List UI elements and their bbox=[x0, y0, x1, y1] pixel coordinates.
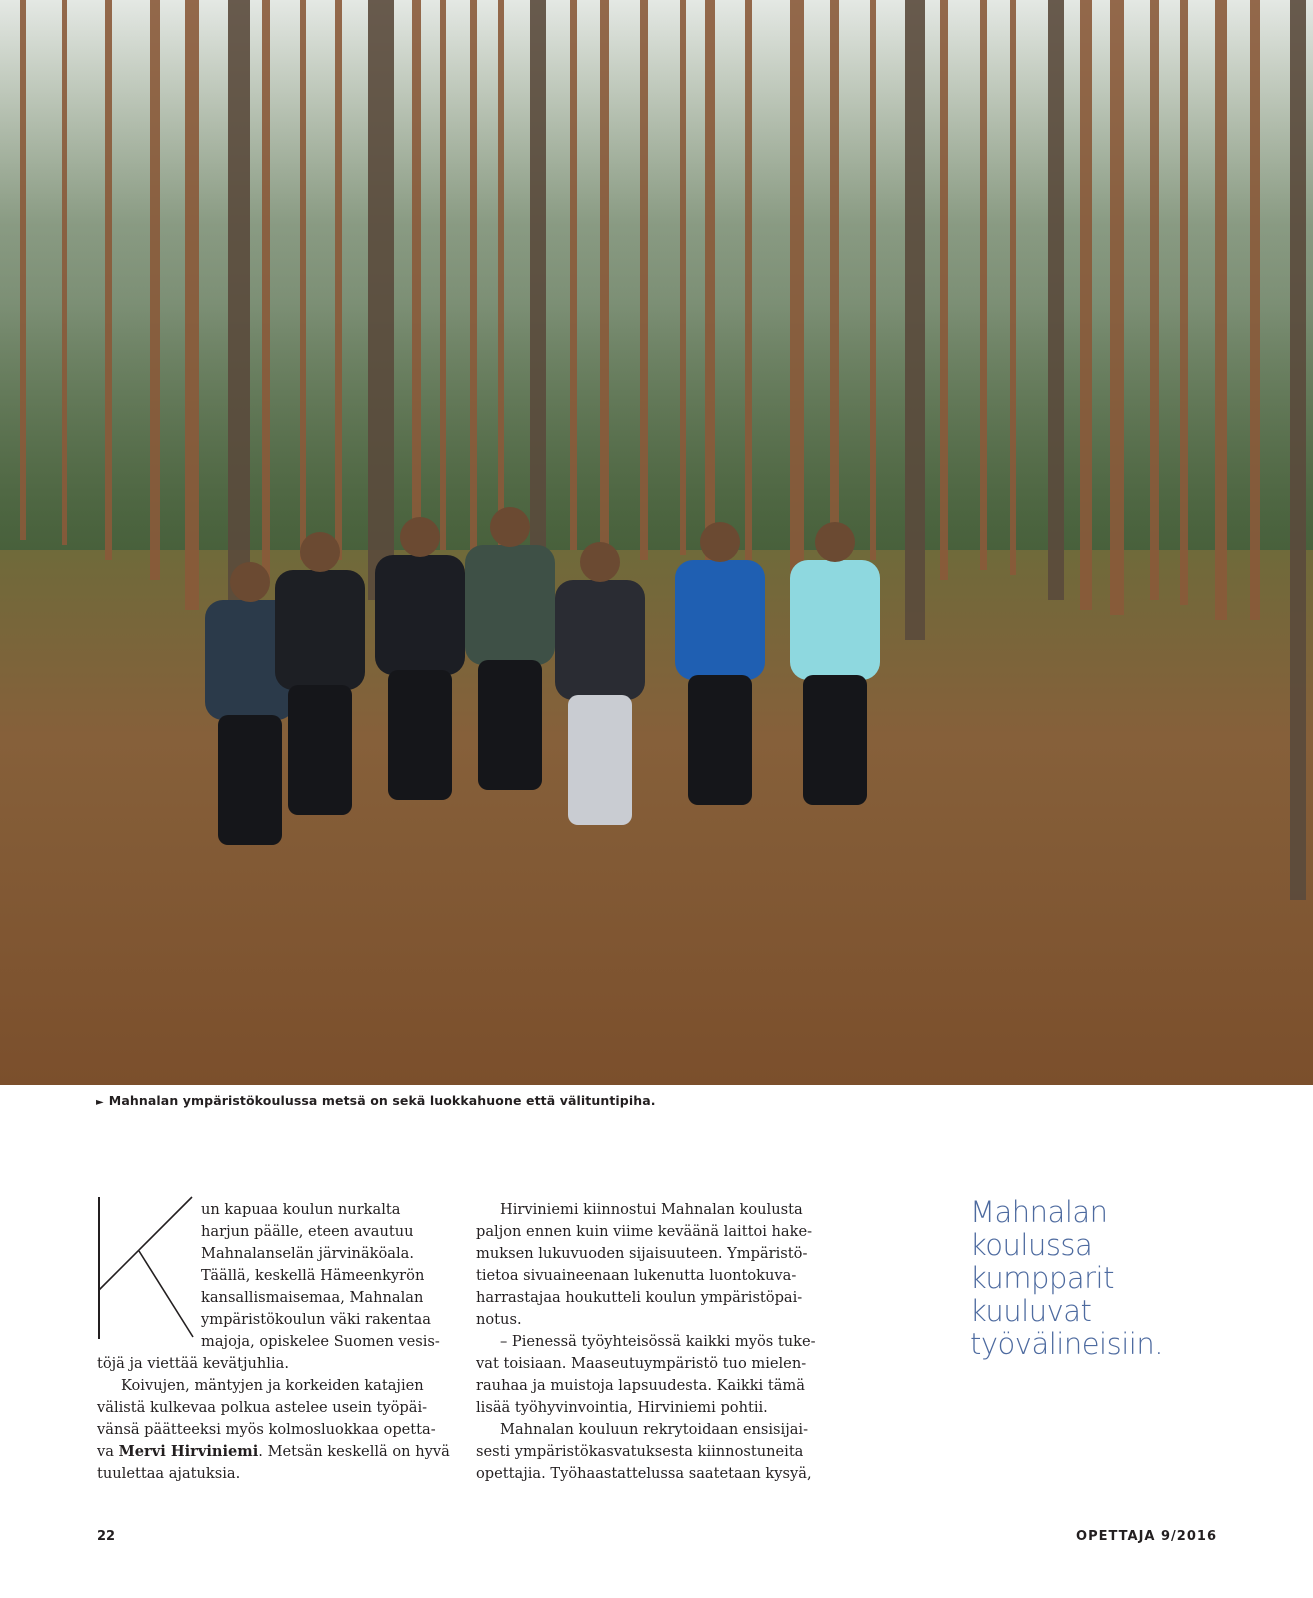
text-line: muksen lukuvuoden sijaisuuteen. Ympäristö- bbox=[476, 1245, 808, 1262]
tree-trunk bbox=[905, 0, 925, 640]
text-line: notus. bbox=[476, 1311, 522, 1328]
tree-trunk bbox=[570, 0, 577, 550]
article-column-1 bbox=[97, 1199, 449, 1485]
tree-trunk bbox=[498, 0, 504, 550]
tree-trunk bbox=[745, 0, 752, 560]
pull-quote-line: työvälineisiin. bbox=[970, 1327, 1163, 1361]
pull-quote-line: kumpparit bbox=[970, 1261, 1114, 1295]
tree-trunk bbox=[530, 0, 546, 560]
tree-trunk bbox=[790, 0, 804, 580]
caption-text: Mahnalan ympäristökoulussa metsä on sekä luokkahuone että välituntipiha. bbox=[108, 1093, 656, 1108]
text-line: Hirviniemi kiinnostui Mahnalan koulusta bbox=[500, 1201, 803, 1218]
tree-trunk bbox=[1290, 0, 1306, 900]
text-fragment: . Metsän keskellä on hyvä bbox=[258, 1443, 450, 1460]
paragraph-2 bbox=[97, 1375, 449, 1485]
child-head bbox=[580, 542, 620, 582]
tree-trunk bbox=[62, 0, 67, 545]
tree-trunk bbox=[262, 0, 270, 580]
child-head bbox=[400, 517, 440, 557]
tree-trunk bbox=[1180, 0, 1188, 605]
tree-trunk bbox=[830, 0, 839, 570]
text-line: majoja, opiskelee Suomen vesis- bbox=[201, 1333, 440, 1350]
tree-trunk bbox=[412, 0, 421, 560]
pull-quote bbox=[970, 1196, 1230, 1361]
tree-trunk bbox=[1048, 0, 1064, 600]
text-line: Mahnalan kouluun rekrytoidaan ensisijai- bbox=[500, 1421, 809, 1438]
text-line: töjä ja viettää kevätjuhlia. bbox=[97, 1355, 289, 1372]
child-jacket bbox=[675, 560, 765, 680]
text-line: opettajia. Työhaastattelussa saatetaan kysyä, bbox=[476, 1465, 812, 1482]
child-legs bbox=[388, 670, 452, 800]
child-head bbox=[815, 522, 855, 562]
child-legs bbox=[288, 685, 352, 815]
pull-quote-line: koulussa bbox=[970, 1228, 1093, 1262]
tree-trunk bbox=[105, 0, 112, 560]
text-line: un kapuaa koulun nurkalta bbox=[201, 1201, 401, 1218]
child-head bbox=[300, 532, 340, 572]
text-line: tietoa sivuaineenaan lukenutta luontokuva- bbox=[476, 1267, 797, 1284]
child-head bbox=[700, 522, 740, 562]
tree-trunk bbox=[980, 0, 987, 570]
forest-floor bbox=[0, 550, 1313, 1085]
text-line: Mahnalanselän järvinäköala. bbox=[201, 1245, 414, 1262]
tree-trunk bbox=[1080, 0, 1092, 610]
article-column-2 bbox=[476, 1199, 828, 1485]
tree-trunk bbox=[640, 0, 648, 560]
text-line: harjun päälle, eteen avautuu bbox=[201, 1223, 414, 1240]
tree-trunk bbox=[20, 0, 26, 540]
child-legs bbox=[688, 675, 752, 805]
text-line: paljon ennen kuin viime keväänä laittoi hake- bbox=[476, 1223, 813, 1240]
tree-trunk bbox=[228, 0, 250, 640]
tree-trunk bbox=[680, 0, 686, 555]
child-legs bbox=[478, 660, 542, 790]
child-head bbox=[490, 507, 530, 547]
tree-trunk bbox=[1010, 0, 1016, 575]
person-name: Mervi Hirviniemi bbox=[118, 1443, 259, 1460]
text-line: lisää työhyvinvointia, Hirviniemi pohtii. bbox=[476, 1399, 768, 1416]
paragraph-4 bbox=[476, 1331, 828, 1419]
tree-trunk bbox=[335, 0, 342, 560]
tree-trunk bbox=[150, 0, 160, 580]
photo-caption bbox=[96, 1093, 996, 1108]
drop-cap-glyph bbox=[97, 1195, 195, 1341]
text-line: vat toisiaan. Maaseutuympäristö tuo mielen- bbox=[476, 1355, 807, 1372]
text-line: rauhaa ja muistoja lapsuudesta. Kaikki tämä bbox=[476, 1377, 805, 1394]
text-line: tuulettaa ajatuksia. bbox=[97, 1465, 241, 1482]
paragraph-5 bbox=[476, 1419, 828, 1485]
tree-trunk bbox=[1215, 0, 1227, 620]
text-line: Täällä, keskellä Hämeenkyrön bbox=[201, 1267, 425, 1284]
child-legs bbox=[218, 715, 282, 845]
paragraph-3 bbox=[476, 1199, 828, 1331]
text-line: välistä kulkevaa polkua astelee usein työpäi- bbox=[97, 1399, 428, 1416]
text-line: Koivujen, mäntyjen ja korkeiden katajien bbox=[121, 1377, 424, 1394]
text-line: kansallismaisemaa, Mahnalan bbox=[201, 1289, 424, 1306]
tree-trunk bbox=[440, 0, 446, 550]
pull-quote-line: kuuluvat bbox=[970, 1294, 1092, 1328]
child-jacket bbox=[465, 545, 555, 665]
text-line-with-name bbox=[97, 1441, 449, 1463]
child-head bbox=[230, 562, 270, 602]
page-number: 22 bbox=[97, 1529, 116, 1544]
caption-arrow-icon: ► bbox=[96, 1097, 104, 1108]
child-jacket bbox=[375, 555, 465, 675]
tree-trunk bbox=[870, 0, 876, 560]
tree-trunk bbox=[185, 0, 199, 610]
child-jacket bbox=[790, 560, 880, 680]
text-line: ympäristökoulun väki rakentaa bbox=[201, 1311, 431, 1328]
child-legs bbox=[568, 695, 632, 825]
child-jacket bbox=[555, 580, 645, 700]
paragraph-1 bbox=[97, 1199, 449, 1375]
text-line: harrastajaa houkutteli koulun ympäristöpai- bbox=[476, 1289, 803, 1306]
tree-trunk bbox=[600, 0, 609, 555]
child-jacket bbox=[275, 570, 365, 690]
text-fragment: va bbox=[97, 1443, 114, 1460]
tree-trunk bbox=[470, 0, 477, 560]
tree-trunk bbox=[368, 0, 394, 600]
tree-trunk bbox=[1110, 0, 1124, 615]
text-line: vänsä päätteeksi myös kolmosluokkaa opetta- bbox=[97, 1421, 436, 1438]
tree-trunk bbox=[1150, 0, 1159, 600]
tree-trunk bbox=[300, 0, 306, 560]
text-line: – Pienessä työyhteisössä kaikki myös tuke- bbox=[500, 1333, 816, 1350]
tree-trunk bbox=[705, 0, 715, 560]
tree-trunk bbox=[940, 0, 948, 580]
pull-quote-line: Mahnalan bbox=[970, 1195, 1108, 1229]
child-legs bbox=[803, 675, 867, 805]
tree-trunk bbox=[1250, 0, 1260, 620]
text-line: sesti ympäristökasvatuksesta kiinnostuneita bbox=[476, 1443, 804, 1460]
drop-cap bbox=[97, 1195, 201, 1341]
magazine-issue: OPETTAJA 9/2016 bbox=[1076, 1529, 1217, 1544]
